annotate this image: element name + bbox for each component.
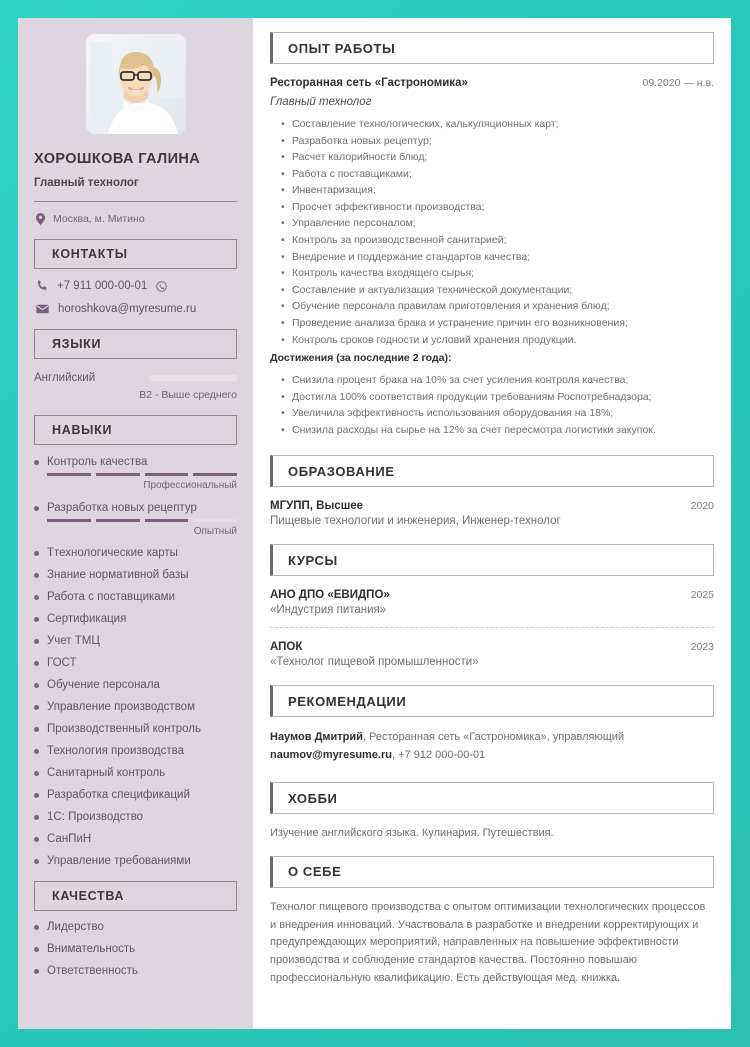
duty-item: • Разработка новых рецептур; [292, 133, 714, 150]
course-provider: АПОК [270, 641, 303, 654]
skill-level-label: Профессиональный [143, 480, 237, 492]
bullet-dot-icon [34, 925, 39, 930]
skill-segments [47, 473, 237, 476]
achievement-item: • Увеличила эффективность использования оборудования на 18%; [292, 405, 714, 422]
about-text: Технолог пищевого производства с опытом оптимизации технологических процессов и внедрения инноваций. Участвовала в разработке и внедрении корректирующих и предупреждающих мероприятий, направленных на повышение эффективности производства и соблюдение стандартов качества. Постоянно повышаю профессиональную квалификацию. Есть действующая мед. книжка. [270, 900, 706, 985]
qualities-heading: КАЧЕСТВА [52, 889, 125, 904]
skill-list-item [34, 701, 237, 713]
duty-item: • Контроль качества входящего сырья; [292, 265, 714, 282]
section-header-qualities [34, 881, 237, 911]
section-header-education [270, 455, 714, 487]
rated-skill [34, 456, 237, 491]
skill-list-item [34, 679, 237, 691]
duty-item: • Расчет калорийности блюд; [292, 149, 714, 166]
skill-list-item [34, 811, 237, 823]
skill-list-item [34, 767, 237, 779]
duty-item: • Внедрение и поддержание стандартов качества; [292, 249, 714, 266]
bullet-dot-icon [34, 460, 39, 465]
bullet-dot-icon [34, 837, 39, 842]
skill-name: Учет ТМЦ [47, 635, 100, 648]
duty-item: • Контроль сроков годности и условий хранения продукции. [292, 332, 714, 349]
phone-row[interactable] [36, 280, 237, 292]
skill-name: 1С: Производство [47, 811, 144, 824]
bullet-dot-icon [34, 705, 39, 710]
bullet-dot-icon [34, 617, 39, 622]
bullet-dot-icon [34, 771, 39, 776]
skill-name: Санитарный контроль [47, 767, 166, 780]
section-header-languages [34, 329, 237, 359]
skill-list-item [34, 833, 237, 845]
section-header-experience [270, 32, 714, 64]
bullet-dot-icon [34, 506, 39, 511]
skill-list-item [34, 745, 237, 757]
skill-list-item [34, 613, 237, 625]
skill-list-item [34, 789, 237, 801]
bullet-dot-icon [34, 859, 39, 864]
skills-heading: НАВЫКИ [52, 423, 113, 438]
name-divider [34, 201, 237, 202]
skill-name: Контроль качества [47, 456, 148, 469]
skill-name: Управление требованиями [47, 855, 191, 868]
recommendation-entry [270, 729, 714, 765]
course-provider: АНО ДПО «ЕВИДПО» [270, 589, 390, 602]
education-entry-head [270, 500, 714, 512]
section-header-courses [270, 544, 714, 576]
bullet-dot-icon [34, 661, 39, 666]
skill-list-item [34, 657, 237, 669]
courses-heading: КУРСЫ [288, 552, 338, 568]
avatar [86, 34, 186, 134]
phone-icon [36, 280, 48, 292]
qualities-list [34, 921, 237, 977]
bullet-dot-icon [34, 573, 39, 578]
recommender-org: , Ресторанная сеть «Гастрономика», управляющий [362, 731, 625, 744]
bullet-dot-icon [34, 595, 39, 600]
skill-list-item [34, 635, 237, 647]
sidebar [18, 18, 253, 1029]
skill-list-item [34, 723, 237, 735]
languages-heading: ЯЗЫКИ [52, 337, 102, 352]
course-year: 2023 [690, 641, 714, 654]
education-details: Пищевые технологии и инженерия, Инженер-технолог [270, 515, 561, 528]
duty-item: • Составление технологических, калькуляционных карт; [292, 116, 714, 133]
quality-list-item [34, 965, 237, 977]
email-text: horoshkova@myresume.ru [58, 303, 197, 316]
main-content [253, 18, 731, 1029]
duty-item: • Составление и актуализация технической документации; [292, 282, 714, 299]
language-item [34, 372, 237, 401]
course-title: «Технолог пищевой промышленности» [270, 656, 479, 669]
location-pin-icon [36, 213, 45, 225]
education-heading: ОБРАЗОВАНИЕ [288, 463, 395, 479]
skill-name: СанПиН [47, 833, 92, 846]
hobby-text: Изучение английского языка. Кулинария. Путешествия. [270, 827, 554, 840]
person-role: Главный технолог [34, 177, 139, 190]
achievement-item: • Снизила процент брака на 10% за счет усиления контроля качества; [292, 372, 714, 389]
bullet-dot-icon [34, 551, 39, 556]
skill-name: Знание нормативной базы [47, 569, 189, 582]
course-divider [270, 627, 714, 628]
language-level-label: B2 - Выше среднего [139, 389, 237, 402]
phone-text: +7 911 000-00-01 [57, 280, 148, 293]
achievement-item: • Достигла 100% соответствия продукции требованиям Роспотребнадзора; [292, 389, 714, 406]
section-header-skills [34, 415, 237, 445]
quality-name: Ответственность [47, 965, 138, 978]
skill-list-item [34, 547, 237, 559]
recommender-name: Наумов Дмитрий [270, 731, 363, 744]
person-name: ХОРОШКОВА ГАЛИНА [34, 151, 201, 167]
duty-item: • Работа с поставщиками; [292, 166, 714, 183]
location-text: Москва, м. Митино [53, 213, 145, 226]
skill-name: Ттехнологические карты [47, 547, 178, 560]
rated-skill [34, 502, 237, 537]
duty-item: • Контроль за производственной санитарией; [292, 232, 714, 249]
quality-name: Внимательность [47, 943, 136, 956]
skill-name: Сертификация [47, 613, 127, 626]
section-header-hobby [270, 782, 714, 814]
resume-page [18, 18, 731, 1029]
plain-skill-list [34, 547, 237, 867]
duty-item: • Управление персоналом; [292, 215, 714, 232]
duty-item: • Инвентаризация; [292, 182, 714, 199]
location-row [36, 213, 237, 225]
envelope-icon [36, 304, 49, 314]
job-position: Главный технолог [270, 96, 372, 108]
bullet-dot-icon [34, 947, 39, 952]
quality-list-item [34, 921, 237, 933]
skill-segments [47, 519, 237, 522]
skill-list-item [34, 591, 237, 603]
course-entry-head [270, 641, 714, 653]
language-name: Английский [34, 372, 96, 385]
bullet-dot-icon [34, 683, 39, 688]
about-heading: О СЕБЕ [288, 864, 342, 880]
skill-list-item [34, 569, 237, 581]
recommender-phone: , +7 912 000-00-01 [392, 749, 486, 762]
company-name: Ресторанная сеть «Гастрономика» [270, 77, 468, 89]
bullet-dot-icon [34, 793, 39, 798]
skill-name: Работа с поставщиками [47, 591, 175, 604]
section-header-contacts [34, 239, 237, 269]
bullet-dot-icon [34, 639, 39, 644]
duty-item: • Просчет эффективности производства; [292, 199, 714, 216]
course-entry-head [270, 589, 714, 601]
education-institution: МГУПП, Высшее [270, 500, 364, 513]
recommendations-heading: РЕКОМЕНДАЦИИ [288, 693, 407, 709]
quality-name: Лидерство [47, 921, 104, 934]
duty-item: • Проведение анализа брака и устранение причин его возникновения; [292, 315, 714, 332]
education-year: 2020 [690, 500, 714, 513]
contacts-heading: КОНТАКТЫ [52, 247, 128, 262]
bullet-dot-icon [34, 969, 39, 974]
section-header-about [270, 856, 714, 888]
whatsapp-icon[interactable] [156, 281, 167, 292]
course-year: 2025 [690, 589, 714, 602]
skill-name: Управление производством [47, 701, 195, 714]
section-header-recommendations [270, 685, 714, 717]
bullet-dot-icon [34, 749, 39, 754]
language-level-bar [149, 375, 237, 381]
experience-heading: ОПЫТ РАБОТЫ [288, 40, 396, 56]
experience-entry-head [270, 77, 714, 89]
skill-name: ГОСТ [47, 657, 77, 670]
duties-list [270, 116, 714, 348]
avatar-container [18, 18, 253, 134]
hobby-heading: ХОББИ [288, 790, 338, 806]
skill-name: Технология производства [47, 745, 184, 758]
skill-name: Обучение персонала [47, 679, 160, 692]
skill-level-label: Опытный [193, 526, 237, 538]
achievements-list [270, 372, 714, 438]
course-title: «Индустрия питания» [270, 604, 387, 617]
skill-name: Производственный контроль [47, 723, 201, 736]
recommender-email[interactable]: naumov@myresume.ru [270, 749, 392, 762]
skill-name: Разработка новых рецептур [47, 502, 197, 515]
experience-dates: 09.2020 — н.в. [642, 77, 714, 89]
portrait-photo [86, 34, 186, 134]
skill-list-item [34, 855, 237, 867]
bullet-dot-icon [34, 815, 39, 820]
achievements-heading: Достижения (за последние 2 года): [270, 352, 452, 365]
skill-name: Разработка спецификаций [47, 789, 190, 802]
quality-list-item [34, 943, 237, 955]
bullet-dot-icon [34, 727, 39, 732]
duty-item: • Обучение персонала правилам приготовления и хранения блюд; [292, 298, 714, 315]
achievement-item: • Снизила расходы на сырье на 12% за счет пересмотра логистики закупок. [292, 422, 714, 439]
email-row[interactable] [36, 303, 237, 315]
